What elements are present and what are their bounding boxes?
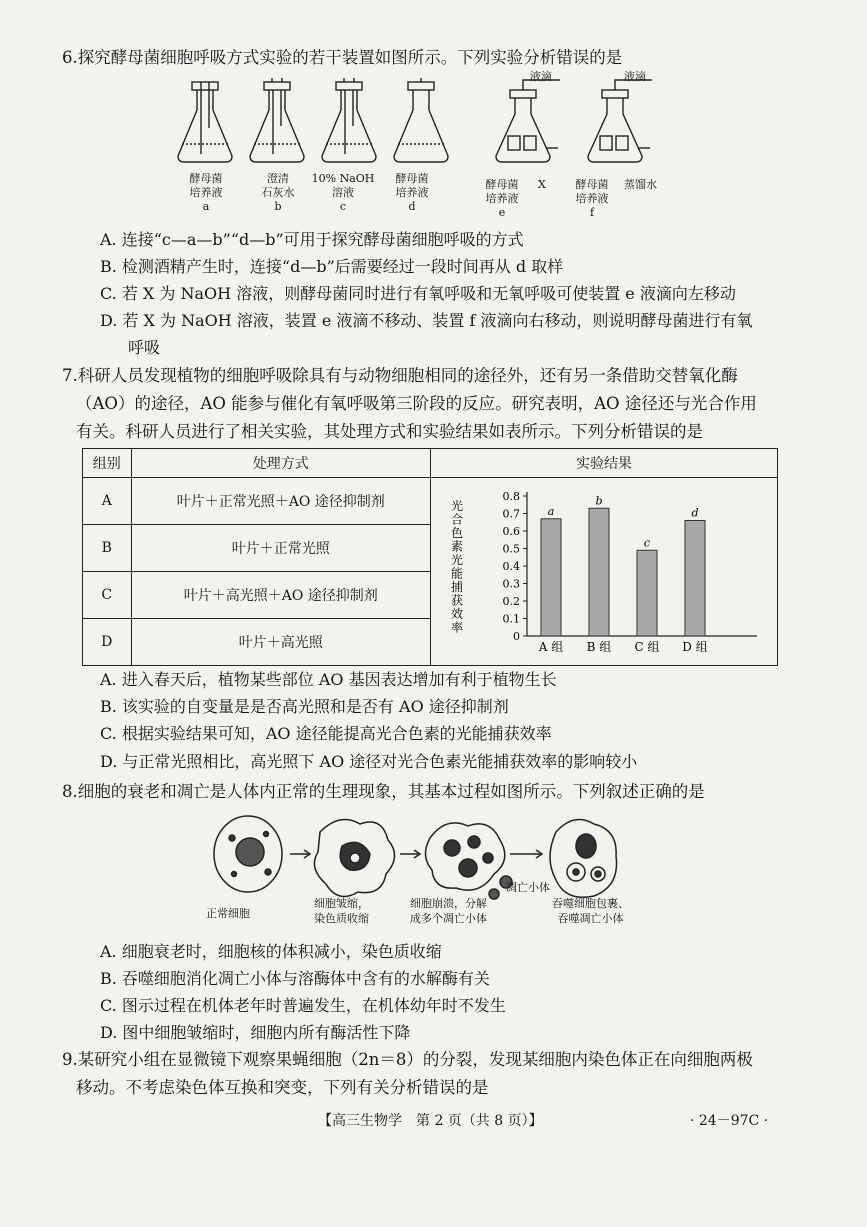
q8-option-a: A. 细胞衰老时，细胞核的体积减小，染色质收缩 (100, 942, 442, 961)
bar (541, 518, 561, 635)
q6-option-b: B. 检测酒精产生时，连接“d—b”后需要经过一段时间再从 d 取样 (100, 257, 564, 276)
q7-stem-line1: 7.科研人员发现植物的细胞呼吸除具有与动物细胞相同的途径外，还有另一条借助交替氧化酶 (62, 366, 738, 385)
q6-stem: 6.探究酵母菌细胞呼吸方式实验的若干装置如图所示。下列实验分析错误的是 (62, 48, 623, 67)
flask-d-label: 酵母菌 培养液 d (395, 172, 429, 213)
page-footer: 【高三生物学 第 2 页（共 8 页）】 (318, 1113, 543, 1129)
bar-data-label: a (547, 504, 555, 518)
q8-option-d: D. 图中细胞皱缩时，细胞内所有酶活性下降 (100, 1023, 411, 1042)
y-axis-label-char: 合 (450, 512, 464, 526)
y-tick-label: 0.3 (502, 577, 520, 590)
y-axis-label-char: 能 (450, 566, 464, 580)
y-tick-label: 0.5 (502, 542, 520, 555)
y-axis-label-char: 捕 (450, 579, 464, 594)
q6-option-d: D. 若 X 为 NaOH 溶液，装置 e 液滴不移动、装置 f 液滴向右移动，则说明酵母菌进行有氧 (100, 311, 753, 330)
y-tick-label: 0 (513, 629, 520, 643)
exam-code: · 24－97C · (690, 1113, 769, 1129)
flask-b-icon (250, 78, 304, 162)
flask-e-label: 酵母菌 培养液 e (485, 178, 519, 219)
apoptotic-body-label: 凋亡小体 (506, 881, 550, 894)
row-a-treatment: 叶片＋正常光照＋AO 途径抑制剂 (131, 478, 430, 525)
capture-efficiency-bar-chart (431, 480, 777, 660)
bar (637, 550, 657, 636)
y-tick-label: 0.1 (502, 612, 520, 625)
fragmenting-cell-icon (425, 823, 512, 899)
y-tick-label: 0.7 (502, 507, 520, 520)
q6-option-d-cont: 呼吸 (128, 338, 161, 357)
fragmenting-cell-label: 细胞崩溃，分解 成多个凋亡小体 (410, 897, 487, 925)
y-axis-label-char: 获 (450, 593, 464, 607)
flask-a-icon (178, 78, 232, 162)
q7-stem-line2: （AO）的途径，AO 能参与催化有氧呼吸第三阶段的反应。研究表明，AO 途径还与光合作用 (76, 394, 757, 413)
y-axis-label-char: 光 (450, 498, 464, 513)
q8-option-b: B. 吞噬细胞消化凋亡小体与溶酶体中含有的水解酶有关 (100, 969, 490, 988)
y-tick-label: 0.6 (502, 524, 520, 538)
q6-option-a: A. 连接“c—a—b”“d—b”可用于探究酵母菌细胞呼吸的方式 (100, 230, 524, 249)
x-tick-label: A 组 (538, 639, 564, 654)
row-b-treatment: 叶片＋正常光照 (131, 525, 430, 572)
q9-stem-line2: 移动。不考虑染色体互换和突变，下列有关分析错误的是 (76, 1078, 489, 1097)
bar-data-label: c (643, 535, 651, 549)
y-tick-label: 0.8 (502, 489, 520, 503)
q7-option-c: C. 根据实验结果可知，AO 途径能提高光合色素的光能捕获效率 (100, 724, 552, 743)
q8-option-c: C. 图示过程在机体老年时普遍发生，在机体幼年时不发生 (100, 996, 506, 1015)
y-axis-label-char: 素 (450, 539, 464, 553)
flask-f-icon (588, 80, 652, 162)
row-d-group: D (83, 619, 132, 666)
y-tick-label: 0.4 (502, 559, 520, 573)
flask-e-icon (496, 80, 560, 162)
row-c-group: C (83, 572, 132, 619)
row-c-treatment: 叶片＋高光照＋AO 途径抑制剂 (131, 572, 430, 619)
droplet-label-f: 液滴 (624, 70, 646, 83)
header-group: 组别 (83, 449, 132, 478)
bar (589, 508, 609, 636)
result-chart-cell (431, 478, 778, 666)
shrinking-cell-icon (314, 820, 394, 897)
bar-data-label: b (595, 493, 603, 507)
normal-cell-icon (214, 816, 282, 892)
phagocyte-cell-label: 吞噬细胞包裹、 吞噬凋亡小体 (552, 897, 629, 925)
q7-experiment-table (82, 448, 778, 666)
flask-a-label: 酵母菌 培养液 a (189, 172, 223, 213)
q6-apparatus-figure (170, 78, 690, 166)
q6-option-c: C. 若 X 为 NaOH 溶液，则酵母菌同时进行有氧呼吸和无氧呼吸可使装置 e 液滴向左移动 (100, 284, 736, 303)
flask-f-label: 酵母菌 培养液 f (575, 178, 609, 219)
flask-b-label: 澄清 石灰水 b (261, 172, 295, 213)
q7-option-b: B. 该实验的自变量是是否高光照和是否有 AO 途径抑制剂 (100, 697, 509, 716)
row-a-group: A (83, 478, 132, 525)
header-treatment: 处理方式 (131, 449, 430, 478)
flask-d-icon (394, 78, 448, 162)
y-axis-label-char: 光 (450, 552, 464, 567)
row-d-treatment: 叶片＋高光照 (131, 619, 430, 666)
y-tick-label: 0.2 (502, 594, 520, 608)
flask-c-label: 10% NaOH 溶液 c (311, 172, 375, 213)
shrinking-cell-label: 细胞皱缩， 染色质收缩 (314, 897, 369, 925)
distilled-water-label: 蒸馏水 (624, 178, 657, 191)
q7-option-d: D. 与正常光照相比，高光照下 AO 途径对光合色素光能捕获效率的影响较小 (100, 752, 638, 771)
y-axis-label-char: 效 (450, 606, 464, 621)
x-tick-label: B 组 (586, 639, 612, 654)
q8-stem: 8.细胞的衰老和凋亡是人体内正常的生理现象，其基本过程如图所示。下列叙述正确的是 (62, 782, 705, 801)
header-result: 实验结果 (431, 449, 778, 478)
q7-stem-line3: 有关。科研人员进行了相关实验，其处理方式和实验结果如表所示。下列分析错误的是 (76, 422, 703, 441)
q9-stem-line1: 9.某研究小组在显微镜下观察果蝇细胞（2n＝8）的分裂，发现某细胞内染色体正在向细胞两极 (62, 1050, 753, 1069)
q7-option-a: A. 进入春天后，植物某些部位 AO 基因表达增加有利于植物生长 (100, 670, 557, 689)
x-tick-label: D 组 (682, 639, 708, 654)
bar (685, 520, 705, 636)
y-axis-label-char: 色 (450, 525, 464, 540)
flask-c-icon (322, 78, 376, 162)
bar-data-label: d (691, 506, 699, 519)
y-axis-label-char: 率 (450, 620, 464, 634)
row-b-group: B (83, 525, 132, 572)
normal-cell-label: 正常细胞 (206, 907, 250, 920)
droplet-label-e: 液滴 (530, 70, 552, 83)
phagocyte-cell-icon (550, 820, 617, 898)
x-tick-label: C 组 (634, 639, 660, 654)
x-solution-label: X (538, 178, 546, 191)
